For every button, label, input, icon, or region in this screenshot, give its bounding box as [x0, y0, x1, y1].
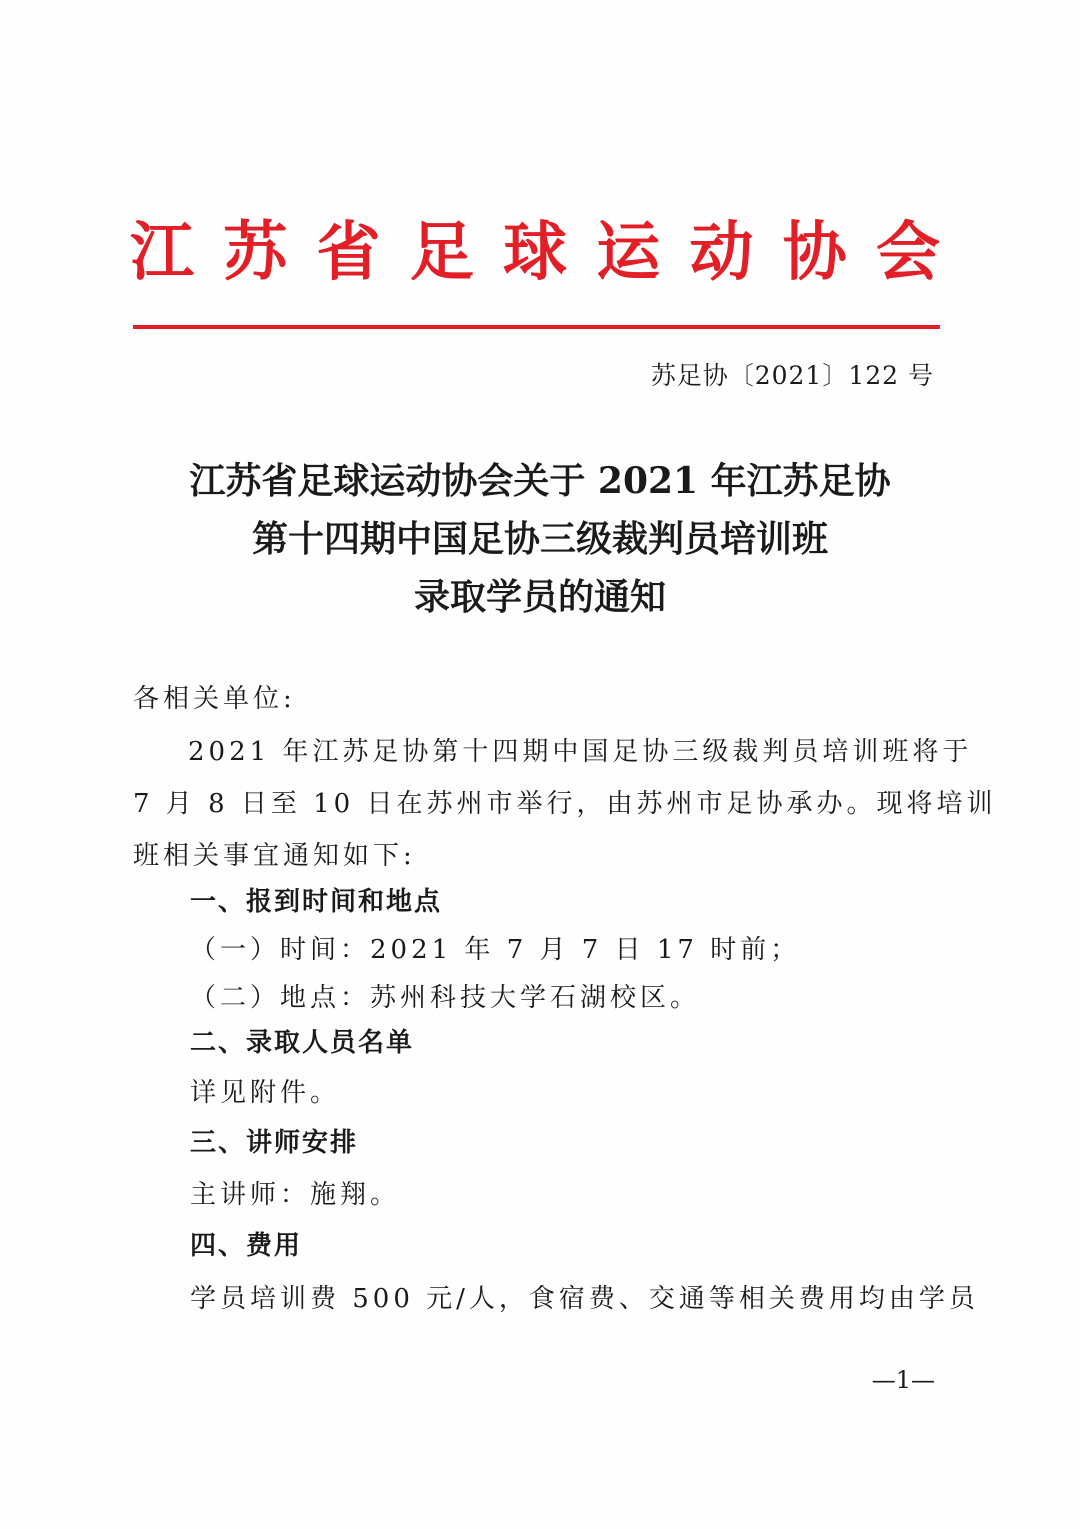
org-name-char: 动: [689, 215, 754, 290]
organization-header: [130, 208, 940, 298]
section-3-text: 主讲师：施翔。: [190, 1180, 401, 1210]
section-4-text: 学员培训费 500 元/人，食宿费、交通等相关费用均由学员: [190, 1284, 979, 1314]
section-4-heading: 四、费用: [190, 1231, 303, 1261]
section-3-heading: 三、讲师安排: [190, 1128, 359, 1158]
header-divider: [133, 325, 940, 329]
org-name-char: 运: [596, 215, 661, 290]
org-name-char: 球: [503, 215, 567, 290]
org-name-char: 江: [130, 215, 194, 290]
title-line-2: 第十四期中国足协三级裁判员培训班: [251, 518, 828, 560]
page-number: —1—: [871, 1366, 935, 1394]
section-1-item-1: （一）时间：2021 年 7 月 7 日 17 时前；: [190, 935, 801, 965]
intro-line-1: 2021 年江苏足协第十四期中国足协三级裁判员培训班将于: [188, 737, 973, 767]
org-name-char: 协: [782, 215, 847, 290]
title-line-3: 录取学员的通知: [413, 576, 666, 618]
org-name-char: 足: [409, 215, 474, 290]
document-number: 苏足协〔2021〕122 号: [650, 361, 934, 390]
intro-line-3: 班相关事宜通知如下:: [133, 841, 416, 871]
salutation: 各相关单位:: [133, 684, 296, 714]
title-line-1: 江苏省足球运动协会关于 2021 年江苏足协: [189, 460, 891, 502]
document-title: [120, 452, 960, 626]
org-name-char: 苏: [223, 215, 288, 290]
org-name-char: 会: [876, 215, 940, 290]
section-2-heading: 二、录取人员名单: [190, 1028, 415, 1058]
org-name-char: 省: [316, 215, 381, 290]
section-2-text: 详见附件。: [190, 1078, 341, 1108]
intro-line-2: 7 月 8 日至 10 日在苏州市举行，由苏州市足协承办。现将培训: [133, 789, 997, 819]
section-1-heading: 一、报到时间和地点: [190, 887, 443, 917]
section-1-item-2: （二）地点：苏州科技大学石湖校区。: [190, 983, 701, 1013]
